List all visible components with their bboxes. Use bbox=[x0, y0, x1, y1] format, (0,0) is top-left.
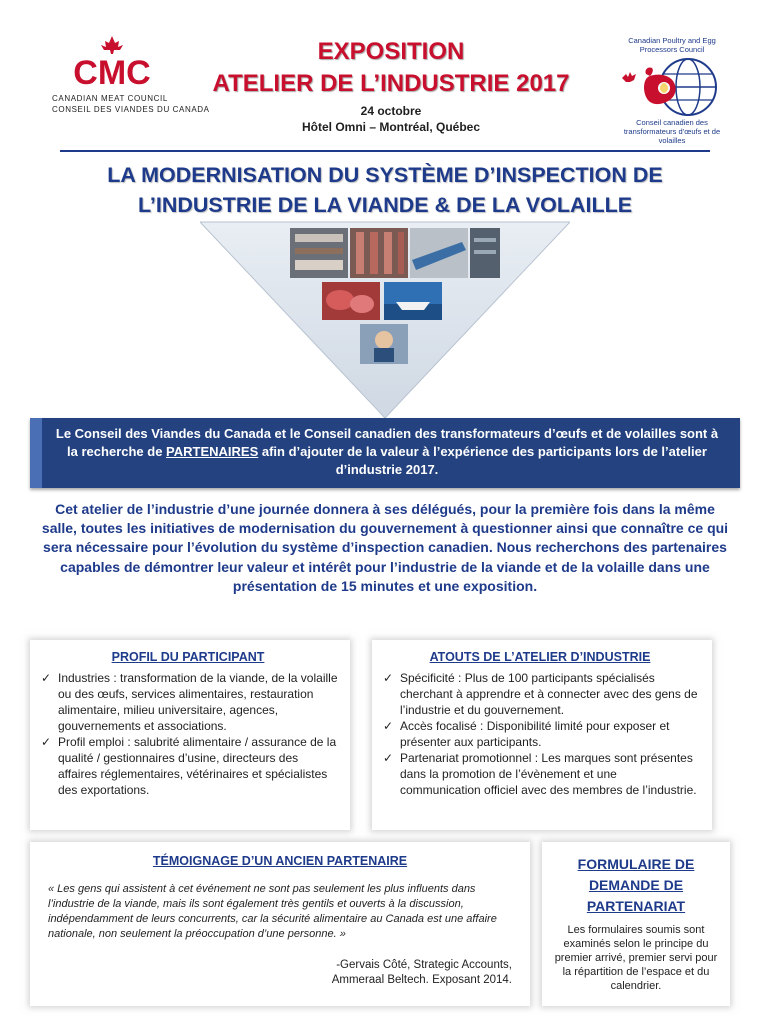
photo-collage bbox=[200, 220, 570, 420]
check-icon: ✓ bbox=[41, 671, 52, 685]
banner-highlight-partners: PARTENAIRES bbox=[166, 444, 259, 459]
form-title: FORMULAIRE DE DEMANDE DE PARTENARIAT bbox=[577, 856, 695, 914]
workshop-advantages-box bbox=[372, 640, 712, 830]
testimonial-box bbox=[30, 842, 530, 1006]
photo-poultry-line bbox=[290, 228, 348, 278]
banner-text-after: afin d’ajouter de la valeur à l’expérience des participants lors de l’atelier d’industrie 2017. bbox=[258, 444, 707, 477]
testimonial-signature: -Gervais Côté, Strategic Accounts, Ammeraal Beltech. Exposant 2014. bbox=[331, 959, 512, 986]
list-item: ✓ Industries : transformation de la viande, de la volaille ou des œufs, services alimentaires, restauration alimentaire, milieu universitaire, agences, gouvernements et associations. bbox=[41, 671, 338, 733]
list-item: ✓ Partenariat promotionnel : Les marques sont présentes dans la promotion de l’évènement et une communication officiel avec des membres de l’industrie. bbox=[383, 751, 697, 797]
banner-text-before: Le Conseil des Viandes du Canada et le Conseil canadien des transformateurs d’œufs et de volailles sont à la recherche de bbox=[55, 426, 719, 459]
globe-poultry-icon bbox=[620, 56, 724, 118]
maple-leaf-icon bbox=[62, 36, 162, 88]
headline-line2: L’INDUSTRIE DE LA VIANDE & DE LA VOLAILLE bbox=[137, 193, 633, 217]
cmc-logo bbox=[36, 36, 210, 118]
list-item: ✓ Accès focalisé : Disponibilité limité pour exposer et présenter aux participants. bbox=[383, 719, 670, 749]
cpepc-logo bbox=[612, 36, 732, 145]
photo-inspector-arm bbox=[410, 228, 468, 278]
photo-meat-hanging bbox=[350, 228, 408, 278]
check-icon: ✓ bbox=[383, 751, 394, 765]
header-divider bbox=[60, 150, 710, 152]
partners-banner bbox=[30, 418, 740, 488]
atouts-title: ATOUTS DE L’ATELIER D’INDUSTRIE bbox=[429, 650, 651, 664]
event-title-line2: ATELIER DE L’INDUSTRIE 2017 bbox=[212, 70, 570, 97]
participant-profile-box bbox=[30, 640, 350, 830]
photo-boat bbox=[384, 282, 442, 320]
testimonial-title: TÉMOIGNAGE D’UN ANCIEN PARTENAIRE bbox=[152, 854, 408, 868]
check-icon: ✓ bbox=[383, 671, 394, 685]
cmc-name-fr: CONSEIL DES VIANDES DU CANADA bbox=[52, 105, 210, 114]
photo-raw-meat bbox=[322, 282, 380, 320]
intro-paragraph: Cet atelier de l’industrie d’une journée donnera à ses délégués, pour la première fois dans la même salle, toutes les initiatives de modernisation du gouvernement à questionner ainsi que connaître ce qui sera nécessaire pour l’évolution du système d’inspection canadien. Nous recherchons des partenaires capables de démontrer leur valeur et intérêt pour l’industrie de la viande et de la volaille dans une présentation de 15 minutes et une exposition. bbox=[41, 501, 729, 594]
list-item: ✓ Spécificité : Plus de 100 participants spécialisés cherchant à apprendre et à connecter avec des gens de l’industrie et du gouvernement. bbox=[383, 671, 698, 717]
cmc-name-en: CANADIAN MEAT COUNCIL bbox=[52, 94, 168, 103]
cmc-monogram: CMC bbox=[73, 54, 151, 88]
main-headline bbox=[30, 160, 740, 220]
profile-title: PROFIL DU PARTICIPANT bbox=[111, 650, 265, 664]
cpepc-name-en: Canadian Poultry and Egg Processors Council bbox=[628, 36, 716, 54]
form-description: Les formulaires soumis sont examinés selon le principe du premier arrivé, premier servi pour la répartition de l’espace et du calendrier. bbox=[554, 924, 718, 992]
testimonial-quote: « Les gens qui assistent à cet événement ne sont pas seulement les plus influents dans l’industrie de la viande, mais ils sont également très gentils et ouverts à la discussion, indépendamment de leurs concurrents, car la sécurité alimentaire au Canada est une affaire nationale, non seulement la préoccupation d’une personne. » bbox=[48, 883, 497, 940]
event-date: 24 octobre bbox=[360, 104, 422, 118]
event-venue: Hôtel Omni – Montréal, Québec bbox=[301, 120, 481, 134]
photo-worker bbox=[360, 324, 408, 364]
photo-warehouse bbox=[470, 228, 500, 278]
event-header bbox=[196, 36, 586, 134]
check-icon: ✓ bbox=[383, 719, 394, 733]
partnership-form-box bbox=[542, 842, 730, 1006]
profile-list bbox=[38, 670, 338, 798]
headline-line1: LA MODERNISATION DU SYSTÈME D’INSPECTION DE bbox=[107, 163, 663, 187]
atouts-list bbox=[380, 670, 700, 798]
check-icon: ✓ bbox=[41, 735, 52, 749]
list-item: ✓ Profil emploi : salubrité alimentaire / assurance de la qualité / gestionnaires d’usine, directeurs des affaires réglementaires, vétérinaires et spécialistes des exportations. bbox=[41, 735, 337, 797]
event-title-line1: EXPOSITION bbox=[317, 38, 465, 65]
cpepc-name-fr: Conseil canadien des transformateurs d’œufs et de volailles bbox=[623, 118, 721, 145]
